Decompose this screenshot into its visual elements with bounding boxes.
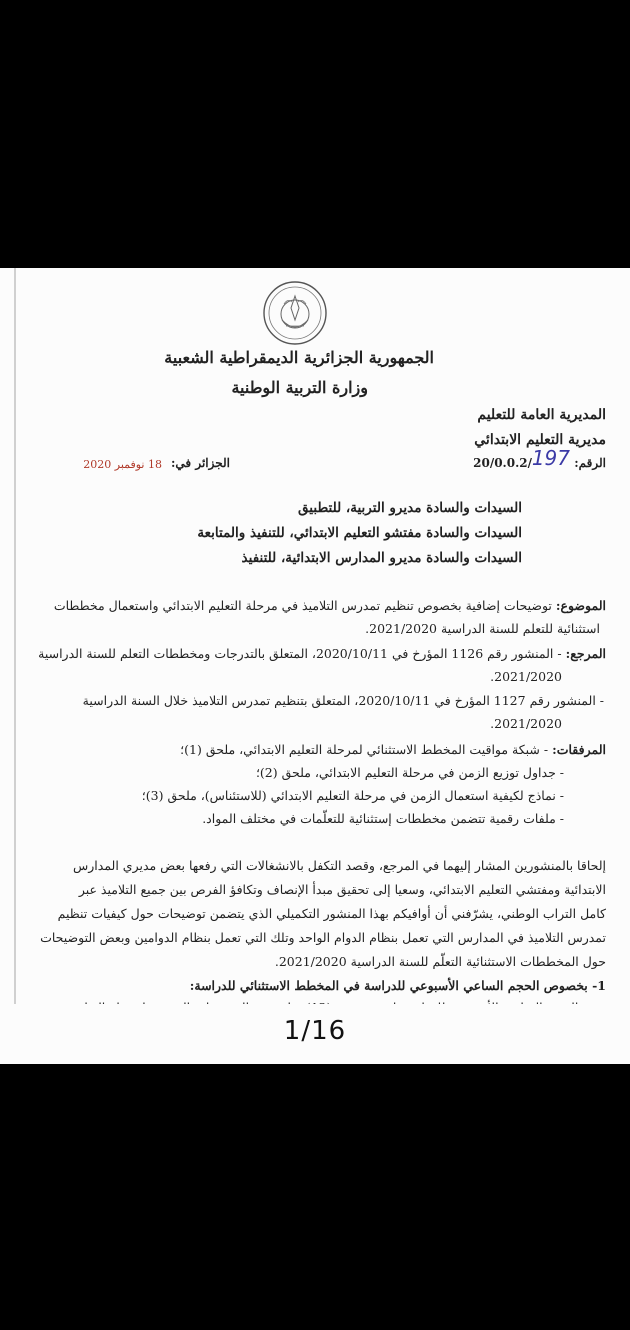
body-line-3: كامل التراب الوطني، يشرّفني أن أوافيكم بهذا المنشور التكميلي الذي يتضمن توضيحات حول كيفيات تنظيم <box>57 906 606 921</box>
reference-text-1: - المنشور رقم 1126 المؤرخ في 2020/10/11، المتعلق بالتدرجات ومخططات التعلم للسنة الدراسية <box>38 646 562 661</box>
attachments-line-1 <box>180 742 606 757</box>
reference-line-2: 2021/2020. <box>490 669 562 684</box>
subject-line-1 <box>54 598 606 613</box>
reference-line-4: 2021/2020. <box>490 716 562 731</box>
recipient-2: السيدات والسادة مفتشو التعليم الابتدائي، للتنفيذ والمتابعة <box>197 525 522 541</box>
reference-label: المرجع: <box>565 646 606 661</box>
document-page <box>0 268 630 1064</box>
attachments-line-3: - نماذج لكيفية استعمال الزمن في مرحلة التعليم الابتدائي (للاستئناس)، ملحق (3)؛ <box>141 788 564 803</box>
attachments-text-1: - شبكة مواقيت المخطط الاستثنائي لمرحلة التعليم الابتدائي، ملحق (1)؛ <box>180 742 549 757</box>
ministry-title: وزارة التربية الوطنية <box>231 378 368 397</box>
ref-number: 20/0.0.2/ <box>473 456 532 470</box>
republic-title: الجمهورية الجزائرية الديمقراطية الشعبية <box>164 348 434 367</box>
page-footer <box>0 1004 630 1064</box>
subject-text-1: توضيحات إضافية بخصوص تنظيم تمدرس التلاميذ في مرحلة التعليم الابتدائي واستعمال مخططات <box>53 598 552 613</box>
body-line-1: إلحاقا بالمنشورين المشار إليهما في المرجع، وقصد التكفل بالانشغالات التي رفعها بعض مديري المدارس <box>72 858 606 873</box>
recipient-1: السيدات والسادة مديرو التربية، للتطبيق <box>298 500 522 516</box>
ref-handwritten: 197 <box>531 446 570 470</box>
ref-label: الرقم: <box>574 456 606 470</box>
body-line-4: تمدرس التلاميذ في المدارس التي تعمل بنظام الدوام الواحد وتلك التي تعمل بنظام الدوامين وبعض التوضيحات <box>40 930 606 945</box>
page-counter: 1/16 <box>283 1016 347 1046</box>
directorate: مديرية التعليم الابتدائي <box>474 432 606 448</box>
attachments-line-4: - ملفات رقمية تتضمن مخططات إستثنائية للتعلّمات في مختلف المواد. <box>202 811 564 826</box>
place-date-label: الجزائر في: <box>171 456 230 470</box>
subject-label: الموضوع: <box>555 598 606 613</box>
letter-body <box>20 268 606 1004</box>
date-stamp: 18 نوفمبر 2020 <box>83 458 162 471</box>
reference-line-3: - المنشور رقم 1127 المؤرخ في 2020/10/11، المتعلق بتنظيم تمدرس التلاميذ خلال السنة الدراسية <box>82 693 604 708</box>
body-line-5: حول المخططات الاستثنائية التعلّم للسنة الدراسية 2021/2020. <box>274 954 606 969</box>
page-margin-line <box>14 268 16 1008</box>
body-line-2: الابتدائية ومفتشي التعليم الابتدائي، وسعيا إلى تحقيق مبدأ الإنصاف وتكافؤ الفرص بين جميع التلاميذ عبر <box>78 882 606 897</box>
recipient-3: السيدات والسادة مديرو المدارس الابتدائية، للتنفيذ <box>241 550 522 566</box>
directorate-general: المديرية العامة للتعليم <box>477 407 606 423</box>
subject-line-2: استثنائية للتعلم للسنة الدراسية 2021/2020. <box>365 621 600 636</box>
reference-line-1 <box>38 646 606 661</box>
attachments-label: المرفقات: <box>552 742 606 757</box>
attachments-line-2: - جداول توزيع الزمن في مرحلة التعليم الابتدائي، ملحق (2)؛ <box>255 765 564 780</box>
section-heading: 1- بخصوص الحجم الساعي الأسبوعي للدراسة في المخطط الاستثنائي للدراسة: <box>189 978 606 993</box>
